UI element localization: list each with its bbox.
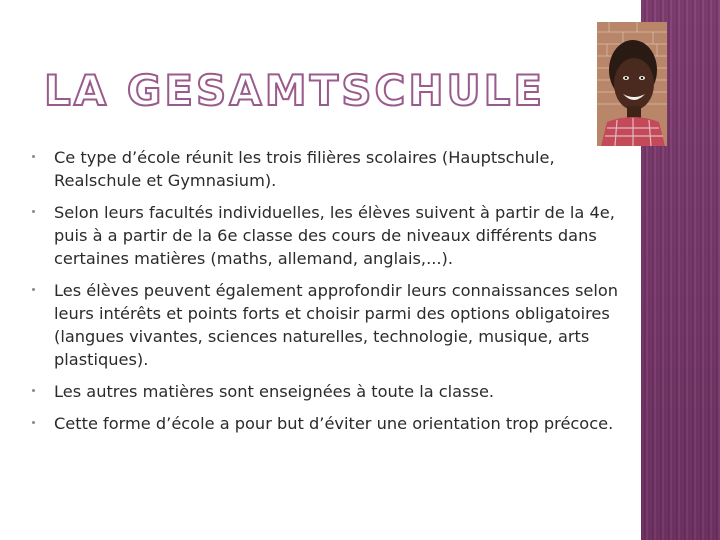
bullet-text: Ce type d’école réunit les trois filières scolaires (Hauptschule, Realschule et Gymnasium). — [54, 148, 555, 190]
student-photo-graphic — [597, 22, 667, 146]
slide-title: LA GESAMTSCHULE — [44, 66, 546, 115]
bullet-text: Les élèves peuvent également approfondir leurs connaissances selon leurs intérêts et points forts et choisir parmi des options obligatoires (langues vivantes, sciences naturelles, technologie, musique, arts plastiques). — [54, 281, 619, 369]
bullet-item — [32, 146, 632, 192]
bullet-marker — [32, 288, 35, 291]
bullet-marker — [32, 389, 35, 392]
bullet-text: Selon leurs facultés individuelles, les élèves suivent à partir de la 4e, puis à a partir de la 6e classe des cours de niveaux différents dans certaines matières (maths, allemand, anglais,...). — [54, 203, 615, 268]
bullet-item — [32, 380, 632, 403]
bullet-text: Cette forme d’école a pour but d’éviter une orientation trop précoce. — [54, 414, 614, 433]
bullet-marker — [32, 421, 35, 424]
bullet-item — [32, 279, 632, 371]
bullet-marker — [32, 210, 35, 213]
bullet-marker — [32, 155, 35, 158]
bullet-item — [32, 412, 632, 435]
student-photo — [597, 22, 667, 146]
bullet-item — [32, 201, 632, 270]
bullet-list — [32, 146, 632, 444]
bullet-text: Les autres matières sont enseignées à toute la classe. — [54, 382, 495, 401]
